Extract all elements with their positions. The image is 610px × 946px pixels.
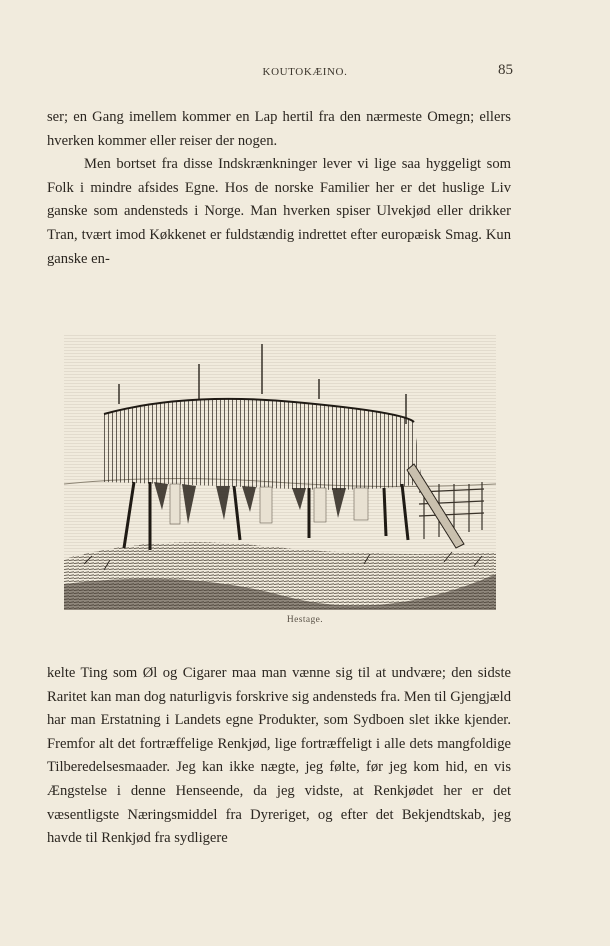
paragraph: Men bortset fra disse Indskrænkninger lever vi lige saa hyggeligt som Folk i mindre afsides Egne. Hos de norske Familier her er det huslige Liv ganske som andensteds i Norge. Man hverken spiser Ulvekjød eller drikker Tran, tvært imod Køkkenet er fuldstændig indrettet efter europæisk Smag. Kun ganske en- bbox=[47, 156, 511, 267]
running-title: KOUTOKÆINO. bbox=[262, 66, 348, 78]
paragraph-continued: kelte Ting som Øl og Cigarer maa man vænne sig til at undvære; den sidste Raritet kan man dog naturligvis forskrive sig andensteds fra. Men til Gjengjæld har man Erstatning i Landets egne Produkter, som Sydboen slet ikke kjender. Fremfor alt det fortræffelige Renkjød, lige fortræffeligt i alle dets mangfoldige Tilberedelsesmaader. Jeg kan ikke nægte, jeg følte, før jeg kom hid, en vis Ængstelse i denne Henseende, da jeg vidste, at Renkjødet her er det væsentligste Næringsmiddel fra Dyreriget, og efter det Bekjendtskab, jeg havde til Renkjød fra sydligere bbox=[47, 665, 511, 847]
engraving-illustration bbox=[64, 334, 496, 610]
text-block-top bbox=[47, 106, 511, 271]
page-number: 85 bbox=[498, 62, 513, 78]
running-head bbox=[0, 62, 610, 82]
figure-caption: Hestage. bbox=[286, 615, 324, 625]
text-block-bottom bbox=[47, 662, 511, 851]
paragraph-continued: ser; en Gang imellem kommer en Lap hertil fra den nærmeste Omegn; ellers hverken kommer eller reiser der nogen. bbox=[47, 109, 511, 149]
drying-rack-engraving bbox=[64, 334, 496, 610]
